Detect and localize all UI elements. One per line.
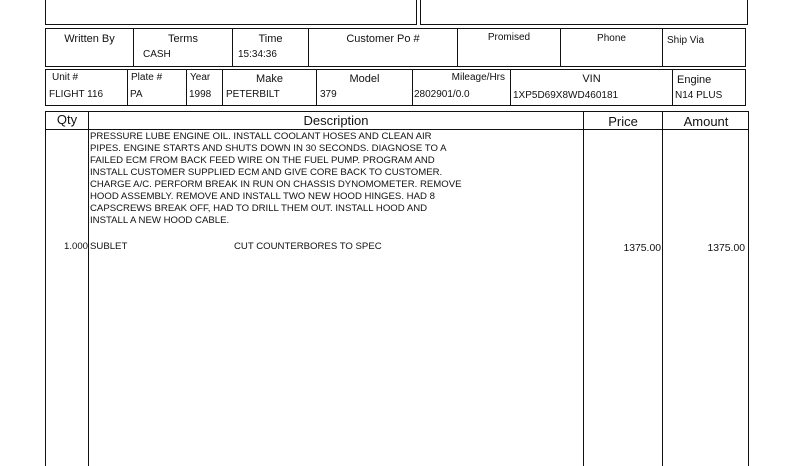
engine-label: Engine xyxy=(677,74,712,86)
make-label: Make xyxy=(256,73,283,85)
top-box-left xyxy=(45,0,417,25)
year-label: Year xyxy=(190,72,211,83)
terms-label: Terms xyxy=(168,33,198,45)
terms-value: CASH xyxy=(143,49,171,60)
description-line: FAILED ECM FROM BACK FEED WIRE ON THE FUEL PUMP. PROGRAM AND xyxy=(90,155,435,166)
time-value: 15:34:36 xyxy=(238,49,277,60)
mileage-label: Mileage/Hrs xyxy=(451,72,505,83)
description-column-header: Description xyxy=(303,113,369,128)
line-item-description: CUT COUNTERBORES TO SPEC xyxy=(234,241,382,252)
engine-value: N14 PLUS xyxy=(675,90,723,101)
description-line: CHARGE A/C. PERFORM BREAK IN RUN ON CHASSIS DYNOMOMETER. REMOVE xyxy=(90,179,462,190)
year-value: 1998 xyxy=(189,89,212,100)
customer-po-label: Customer Po # xyxy=(346,33,420,45)
plate-value: PA xyxy=(130,89,143,100)
make-value: PETERBILT xyxy=(226,89,280,100)
description-line: INSTALL A NEW HOOD CABLE. xyxy=(90,215,230,226)
phone-label: Phone xyxy=(597,33,626,44)
amount-column-header: Amount xyxy=(683,114,729,129)
model-value: 379 xyxy=(320,89,337,100)
model-label: Model xyxy=(349,73,380,85)
promised-label: Promised xyxy=(487,32,531,43)
ship-via-label: Ship Via xyxy=(667,35,705,46)
written-by-label: Written By xyxy=(64,33,115,45)
qty-column-header: Qty xyxy=(56,112,78,127)
time-label: Time xyxy=(258,33,283,45)
line-item-price: 1375.00 xyxy=(623,243,661,254)
unit-label: Unit # xyxy=(52,72,79,83)
price-column-header: Price xyxy=(608,114,638,129)
line-item-code: SUBLET xyxy=(90,241,128,252)
mileage-value: 2802901/0.0 xyxy=(414,89,470,100)
description-line: CAPSCREWS BREAK OFF, HAD TO DRILL THEM OUT. INSTALL HOOD AND xyxy=(90,203,428,214)
description-line: HOOD ASSEMBLY. REMOVE AND INSTALL TWO NEW HOOD HINGES. HAD 8 xyxy=(90,191,435,202)
description-line: PRESSURE LUBE ENGINE OIL. INSTALL COOLANT HOSES AND CLEAN AIR xyxy=(90,131,432,142)
line-item-amount: 1375.00 xyxy=(707,243,745,254)
description-line: PIPES. ENGINE STARTS AND SHUTS DOWN IN 30 SECONDS. DIAGNOSE TO A xyxy=(90,143,447,154)
description-line: INSTALL CUSTOMER SUPPLIED ECM AND GIVE CORE BACK TO CUSTOMER. xyxy=(90,167,443,178)
plate-label: Plate # xyxy=(131,72,163,83)
top-box-right xyxy=(420,0,748,25)
line-item-qty: 1.000 xyxy=(63,241,88,252)
vin-value: 1XP5D69X8WD460181 xyxy=(513,90,619,101)
unit-value: FLIGHT 116 xyxy=(49,89,104,100)
vin-label: VIN xyxy=(582,73,601,85)
